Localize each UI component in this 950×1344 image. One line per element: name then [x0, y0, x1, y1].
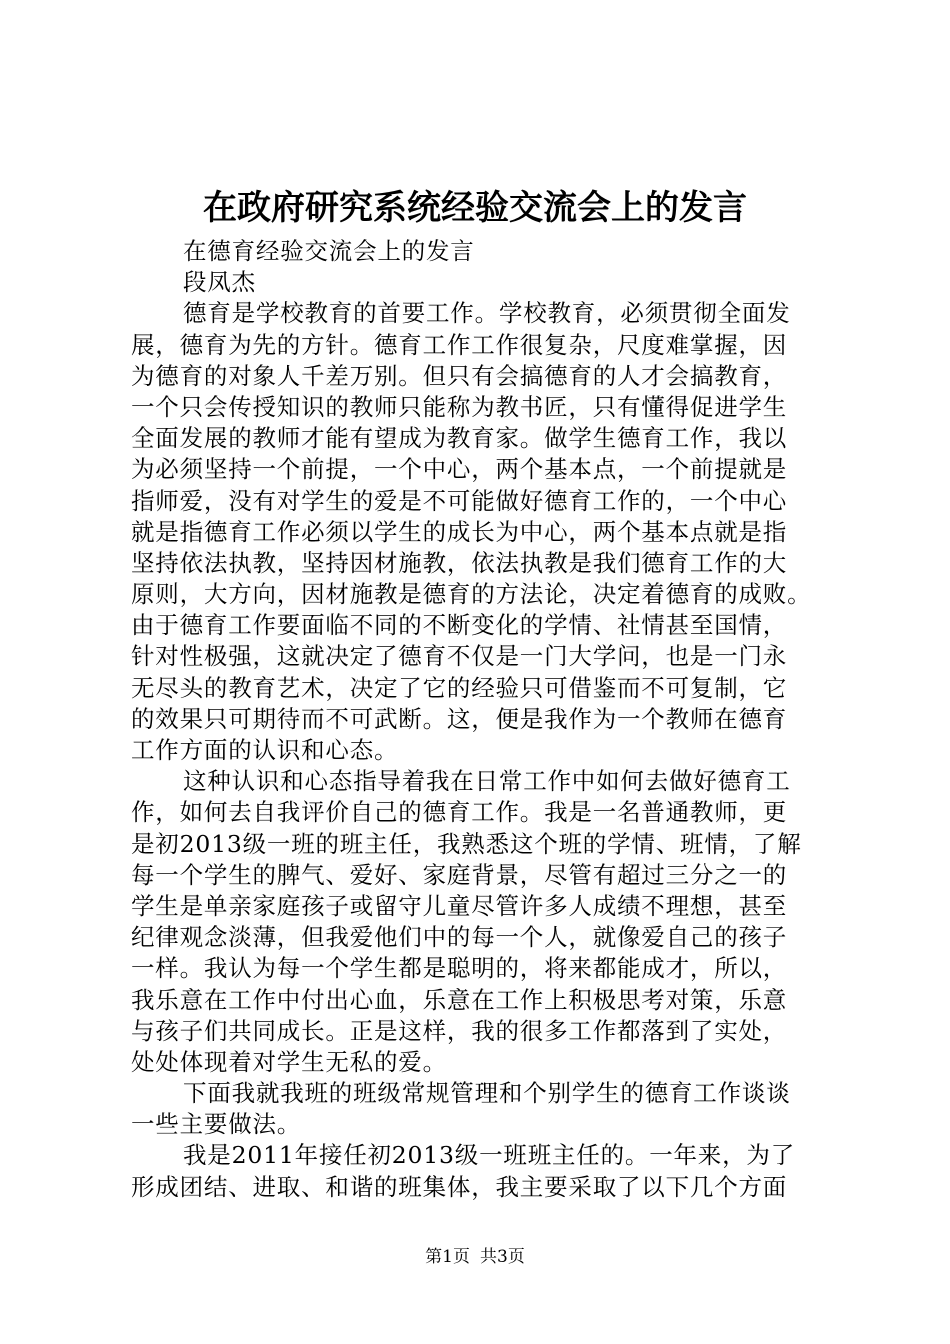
- text-line: 为必须坚持一个前提，一个中心，两个基本点，一个前提就是: [131, 455, 788, 484]
- text-line: 我是2011年接任初2013级一班班主任的。一年来，为了: [183, 1141, 796, 1170]
- text-line: 这种认识和心态指导着我在日常工作中如何去做好德育工: [183, 767, 791, 796]
- text-line: 与孩子们共同成长。正是这样，我的很多工作都落到了实处，: [131, 1016, 788, 1045]
- document-title: 在政府研究系统经验交流会上的发言: [203, 188, 747, 228]
- subtitle-line: 在德育经验交流会上的发言: [183, 237, 475, 265]
- text-line: 是初2013级一班的班主任，我熟悉这个班的学情、班情，了解: [131, 829, 802, 858]
- text-line: 形成团结、进取、和谐的班集体，我主要采取了以下几个方面: [131, 1172, 788, 1201]
- text-line: 为德育的对象人千差万别。但只有会搞德育的人才会搞教育，: [131, 361, 788, 390]
- text-line: 纪律观念淡薄，但我爱他们中的每一个人，就像爱自己的孩子: [131, 923, 788, 952]
- text-line: 一样。我认为每一个学生都是聪明的，将来都能成才，所以，: [131, 954, 788, 983]
- text-line: 指师爱，没有对学生的爱是不可能做好德育工作的，一个中心: [131, 486, 788, 515]
- text-line: 学生是单亲家庭孩子或留守儿童尽管许多人成绩不理想，甚至: [131, 891, 788, 920]
- text-line: 工作方面的认识和心态。: [131, 736, 399, 764]
- text-line: 每一个学生的脾气、爱好、家庭背景，尽管有超过三分之一的: [131, 860, 788, 889]
- text-line: 一些主要做法。: [131, 1110, 302, 1139]
- text-line: 全面发展的教师才能有望成为教育家。做学生德育工作，我以: [131, 424, 788, 453]
- text-line: 德育是学校教育的首要工作。学校教育，必须贯彻全面发: [183, 299, 791, 328]
- page-total: 共3页: [480, 1247, 525, 1267]
- page-footer: [0, 1246, 950, 1268]
- text-line: 针对性极强，这就决定了德育不仅是一门大学问，也是一门永: [131, 642, 788, 671]
- text-line: 坚持依法执教，坚持因材施教，依法执教是我们德育工作的大: [131, 548, 788, 577]
- text-line: 展，德育为先的方针。德育工作工作很复杂，尺度难掌握，因: [131, 330, 788, 359]
- author-line: 段凤杰: [183, 268, 256, 297]
- text-line: 处处体现着对学生无私的爱。: [131, 1047, 447, 1076]
- text-line: 由于德育工作要面临不同的不断变化的学情、社情甚至国情，: [131, 611, 788, 640]
- text-line: 就是指德育工作必须以学生的成长为中心，两个基本点就是指: [131, 517, 788, 546]
- text-line: 一个只会传授知识的教师只能称为教书匠，只有懂得促进学生: [131, 392, 788, 421]
- text-line: 下面我就我班的班级常规管理和个别学生的德育工作谈谈: [183, 1079, 791, 1108]
- text-line: 作，如何去自我评价自己的德育工作。我是一名普通教师，更: [131, 798, 788, 827]
- document-body: [131, 236, 837, 1203]
- text-line: 我乐意在工作中付出心血，乐意在工作上积极思考对策，乐意: [131, 985, 788, 1014]
- text-line: 无尽头的教育艺术，决定了它的经验只可借鉴而不可复制，它: [131, 673, 788, 702]
- text-line: 的效果只可期待而不可武断。这，便是我作为一个教师在德育: [131, 704, 788, 733]
- page-number: 第1页: [425, 1247, 470, 1267]
- text-line: 原则，大方向，因材施教是德育的方法论，决定着德育的成败。: [131, 580, 812, 609]
